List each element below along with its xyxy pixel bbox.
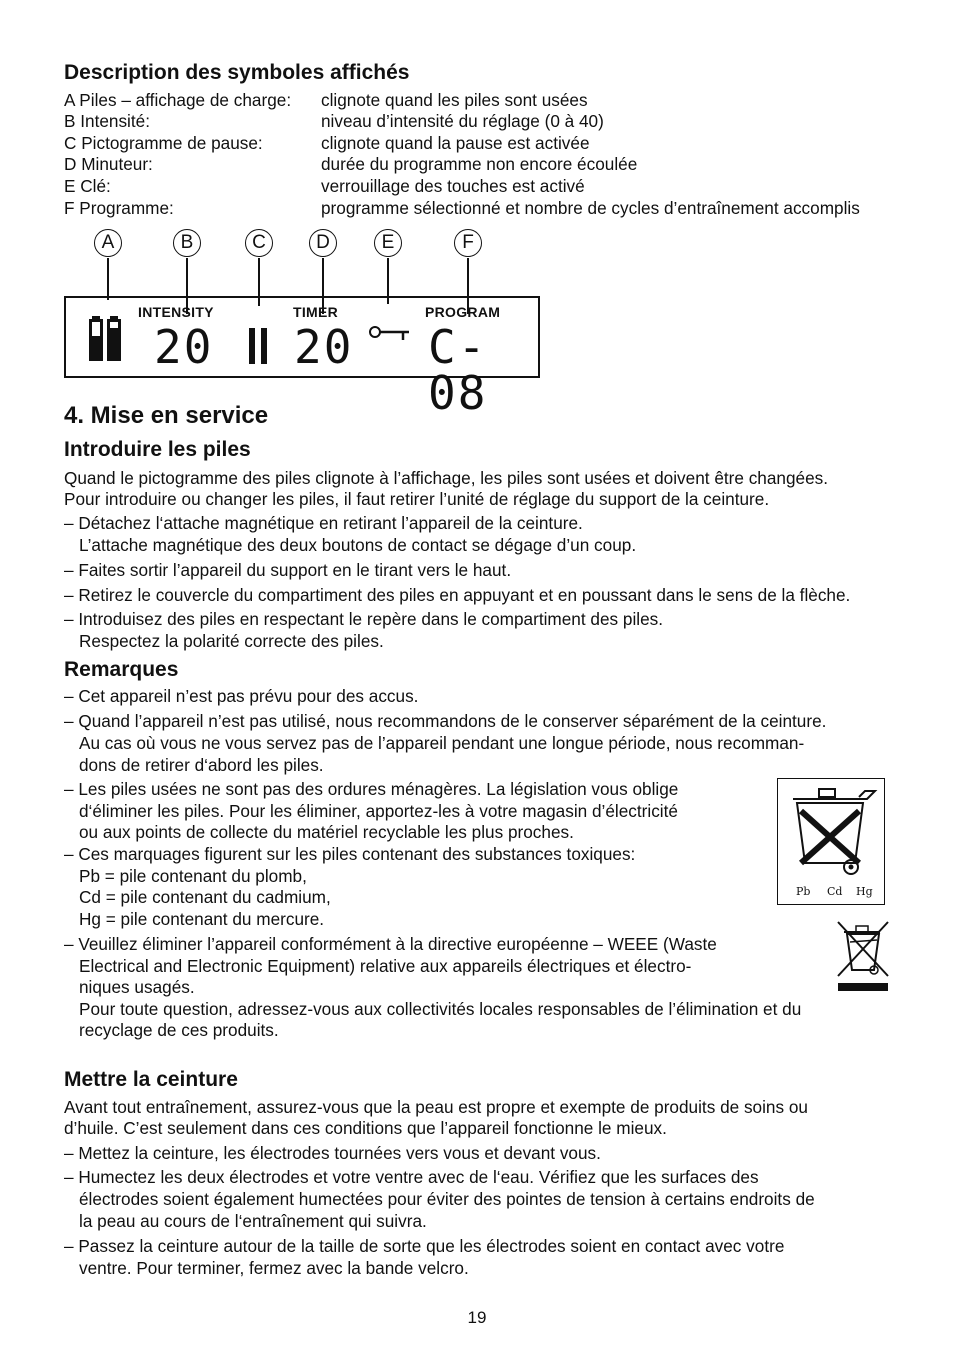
bullet-continuation: L’attache magnétique des deux boutons de contact se dégage d’un coup. bbox=[79, 535, 637, 555]
bullet-continuation: Electrical and Electronic Equipment) relative aux appareils électriques et électro- bbox=[79, 956, 692, 976]
legend-value: clignote quand la pause est activée bbox=[321, 133, 590, 153]
bullet-item: – Passez la ceinture autour de la taille de sorte que les électrodes soient en contact avec votre bbox=[64, 1236, 785, 1256]
bullet-continuation: la peau au cours de l‘entraînement qui suivra. bbox=[79, 1211, 427, 1231]
battery-icon bbox=[88, 316, 124, 362]
legend-key: F Programme: bbox=[64, 198, 174, 218]
bullet-item: – Humectez les deux électrodes et votre ventre avec de l‘eau. Vérifiez que les surfaces des bbox=[64, 1167, 759, 1187]
bullet-item: – Faites sortir l’appareil du support en le tirant vers le haut. bbox=[64, 560, 512, 580]
battery-disposal-symbol bbox=[777, 778, 885, 905]
bullet-item: – Cet appareil n’est pas prévu pour des accus. bbox=[64, 686, 419, 706]
paragraph-line: Quand le pictogramme des piles clignote à l’affichage, les piles sont usées et doivent être changées. bbox=[64, 468, 829, 488]
legend-key: B Intensité: bbox=[64, 111, 150, 131]
bullet-item: – Ces marquages figurent sur les piles contenant des substances toxiques: bbox=[64, 844, 636, 864]
legend-value: durée du programme non encore écoulée bbox=[321, 154, 638, 174]
callout-f: F bbox=[454, 229, 482, 257]
pause-icon bbox=[248, 328, 270, 366]
paragraph-line: Pour introduire ou changer les piles, il faut retirer l’unité de réglage du support de la ceinture. bbox=[64, 489, 770, 509]
symbols-heading: Description des symboles affichés bbox=[64, 61, 410, 84]
bullet-item: – Veuillez éliminer l’appareil conformément à la directive européenne – WEEE (Waste bbox=[64, 934, 717, 954]
program-value: C-08 bbox=[428, 320, 488, 420]
bullet-continuation: recyclage de ces produits. bbox=[79, 1020, 279, 1040]
callout-e: E bbox=[374, 229, 402, 257]
timer-value: 20 bbox=[294, 320, 354, 374]
bullet-continuation: Respectez la polarité correcte des piles. bbox=[79, 631, 384, 651]
bullet-item: – Introduisez des piles en respectant le repère dans le compartiment des piles. bbox=[64, 609, 664, 629]
bullet-continuation: électrodes soient également humectées pour éviter des pointes de tension à certains endroits de bbox=[79, 1189, 815, 1209]
remarques-heading: Remarques bbox=[64, 658, 179, 681]
callout-a: A bbox=[94, 229, 122, 257]
cd-label: Cd bbox=[827, 885, 843, 898]
callout-d: D bbox=[309, 229, 337, 257]
bullet-item: – Les piles usées ne sont pas des ordures ménagères. La législation vous oblige bbox=[64, 779, 679, 799]
legend-value: niveau d’intensité du réglage (0 à 40) bbox=[321, 111, 604, 131]
intensity-label: INTENSITY bbox=[138, 304, 214, 320]
legend-value: clignote quand les piles sont usées bbox=[321, 90, 588, 110]
timer-label: TIMER bbox=[293, 304, 339, 320]
program-label: PROGRAM bbox=[425, 304, 501, 320]
bullet-continuation: dons de retirer d‘abord les piles. bbox=[79, 755, 324, 775]
callout-b: B bbox=[173, 229, 201, 257]
page-number: 19 bbox=[467, 1308, 487, 1327]
bullet-item: – Mettez la ceinture, les électrodes tournées vers vous et devant vous. bbox=[64, 1143, 601, 1163]
paragraph-line: d’huile. C’est seulement dans ces conditions que l’appareil fonctionne le mieux. bbox=[64, 1118, 667, 1138]
intensity-value: 20 bbox=[154, 320, 214, 374]
bullet-item: – Retirez le couvercle du compartiment des piles en appuyant et en poussant dans le sens de la flèche. bbox=[64, 585, 851, 605]
bullet-continuation: ou aux points de collecte du matériel recyclable les plus proches. bbox=[79, 822, 574, 842]
bullet-item: – Quand l’appareil n’est pas utilisé, nous recommandons de le conserver séparément de la ceinture. bbox=[64, 711, 827, 731]
paragraph-line: Avant tout entraînement, assurez-vous que la peau est propre et exempte de produits de soins ou bbox=[64, 1097, 808, 1117]
legend-value: verrouillage des touches est activé bbox=[321, 176, 585, 196]
legend-key: E Clé: bbox=[64, 176, 111, 196]
crossed-bin-icon bbox=[779, 781, 884, 881]
bullet-continuation: Hg = pile contenant du mercure. bbox=[79, 909, 325, 929]
bullet-continuation: ventre. Pour terminer, fermez avec la bande velcro. bbox=[79, 1258, 469, 1278]
legend-value: programme sélectionné et nombre de cycles d’entraînement accomplis bbox=[321, 198, 860, 218]
bullet-continuation: Pour toute question, adressez-vous aux collectivités locales responsables de l’élimination et du bbox=[79, 999, 802, 1019]
legend-key: D Minuteur: bbox=[64, 154, 153, 174]
legend-key: C Pictogramme de pause: bbox=[64, 133, 263, 153]
pb-label: Pb bbox=[796, 885, 811, 898]
leader-line-a bbox=[107, 258, 109, 300]
bullet-continuation: niques usagés. bbox=[79, 977, 195, 997]
legend-key: A Piles – affichage de charge: bbox=[64, 90, 292, 110]
hg-label: Hg bbox=[856, 885, 873, 898]
section-title: 4. Mise en service bbox=[64, 402, 269, 429]
ceinture-heading: Mettre la ceinture bbox=[64, 1068, 238, 1091]
bullet-continuation: Cd = pile contenant du cadmium, bbox=[79, 887, 331, 907]
bullet-item: – Détachez l‘attache magnétique en retirant l’appareil de la ceinture. bbox=[64, 513, 583, 533]
bullet-continuation: Pb = pile contenant du plomb, bbox=[79, 866, 307, 886]
bullet-continuation: d‘éliminer les piles. Pour les éliminer, apportez-les à votre magasin d’électricité bbox=[79, 801, 678, 821]
bullet-continuation: Au cas où vous ne vous servez pas de l’appareil pendant une longue période, nous recomman- bbox=[79, 733, 805, 753]
weee-bin-icon bbox=[836, 920, 890, 994]
callout-c: C bbox=[245, 229, 273, 257]
key-icon bbox=[369, 324, 411, 348]
piles-heading: Introduire les piles bbox=[64, 438, 251, 461]
